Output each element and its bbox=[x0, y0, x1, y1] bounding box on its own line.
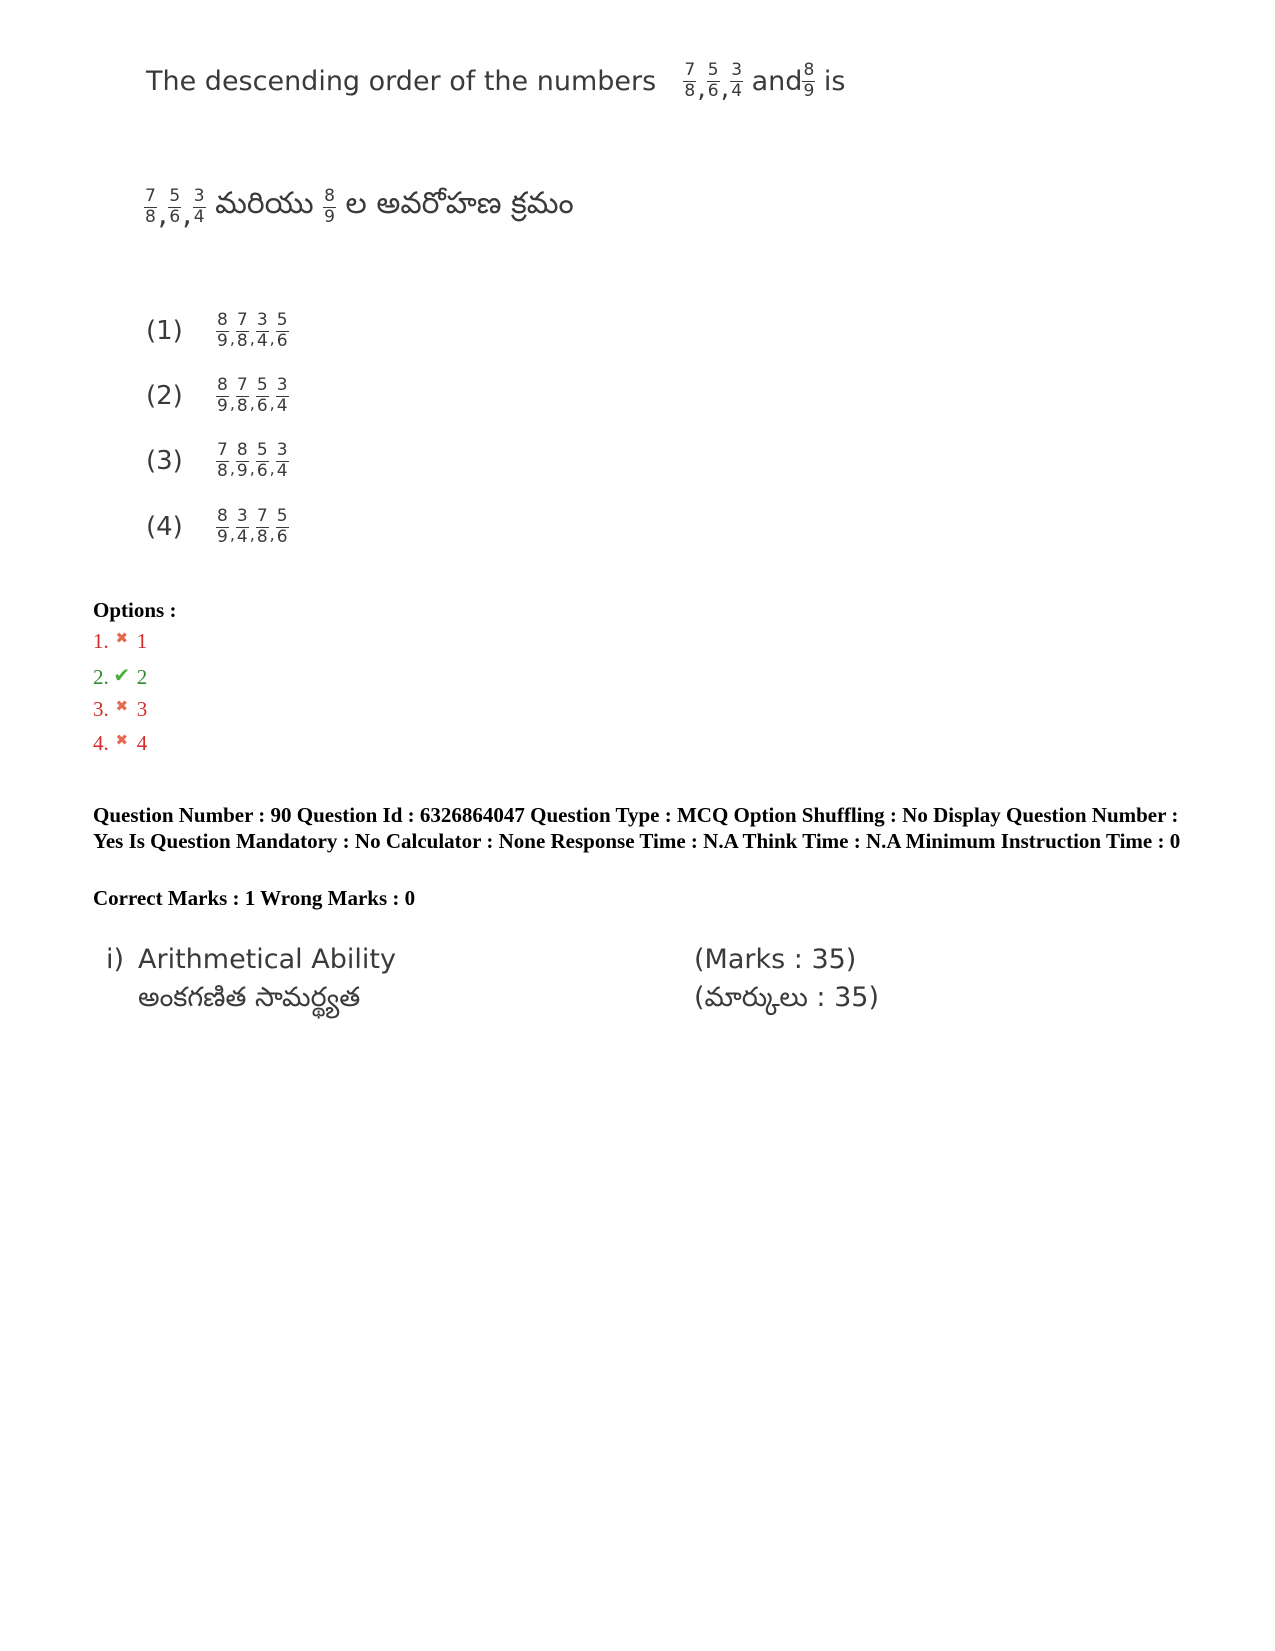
fraction: $\frac{8}{9}$ bbox=[217, 506, 228, 547]
choice-label: (2) bbox=[146, 381, 183, 412]
fraction: $\frac{7}{8}$ bbox=[236, 375, 248, 416]
fraction: $\frac{5}{6}$ bbox=[169, 185, 181, 227]
choice-4: (4) $\frac{8}{9}$ , $\frac{3}{4}$ , $\frac{7}{8}$ , $\frac{5}{6}$ bbox=[146, 506, 288, 547]
question-text-english: The descending order of the numbers $\frac{7}{8}$ , $\frac{5}{6}$ , $\frac{3}{4}$ and $\frac{8}{9}$ is bbox=[146, 60, 846, 104]
question-details: Question Number : 90 Question Id : 6326864047 Question Type : MCQ Option Shuffling : No Display Question Number : Yes Is Question Mandatory : No Calculator : None Response Time : N.A Think Time : N.A Minimum Instruction Time : 0 bbox=[93, 803, 1181, 853]
fraction: $\frac{3}{4}$ bbox=[276, 375, 288, 416]
fraction: $\frac{3}{4}$ bbox=[256, 310, 268, 351]
fraction: $\frac{8}{9}$ bbox=[217, 375, 228, 416]
option-3 bbox=[93, 697, 147, 722]
choice-3: (3) $\frac{7}{8}$ , $\frac{8}{9}$ , $\frac{5}{6}$ , $\frac{3}{4}$ bbox=[146, 440, 288, 481]
and-word: and bbox=[751, 65, 803, 97]
option-1 bbox=[93, 629, 147, 654]
section-title-english: Arithmetical Ability bbox=[138, 944, 396, 975]
telugu-and-word: మరియు bbox=[215, 186, 314, 221]
fraction: $\frac{3}{4}$ bbox=[193, 185, 205, 227]
cross-icon: ✖ bbox=[115, 631, 129, 647]
cross-icon: ✖ bbox=[115, 733, 129, 749]
choice-label: (1) bbox=[146, 316, 183, 347]
fraction: $\frac{5}{6}$ bbox=[256, 375, 268, 416]
section-marks-english: (Marks : 35) bbox=[694, 944, 857, 975]
fraction: $\frac{5}{6}$ bbox=[256, 440, 268, 481]
fraction: $\frac{5}{6}$ bbox=[707, 60, 719, 101]
section-marks-telugu: (మార్కులు : 35) bbox=[694, 982, 879, 1013]
section-title-telugu: అంకగణిత సామర్థ్యత bbox=[138, 982, 361, 1013]
fraction: $\frac{8}{9}$ bbox=[236, 440, 248, 481]
fraction: $\frac{7}{8}$ bbox=[684, 60, 696, 101]
question-prefix: The descending order of the numbers bbox=[146, 65, 657, 97]
cross-icon: ✖ bbox=[115, 699, 129, 715]
telugu-suffix: ల అవరోహణ క్రమం bbox=[345, 186, 574, 221]
choice-1: (1) $\frac{8}{9}$ , $\frac{7}{8}$ , $\frac{3}{4}$ , $\frac{5}{6}$ bbox=[146, 310, 288, 351]
option-value: 4 bbox=[136, 731, 148, 755]
fraction: $\frac{8}{9}$ bbox=[217, 310, 228, 351]
fraction: $\frac{3}{4}$ bbox=[236, 506, 248, 547]
fraction: $\frac{7}{8}$ bbox=[256, 506, 268, 547]
option-number: 4. bbox=[93, 731, 109, 755]
fraction: $\frac{5}{6}$ bbox=[276, 506, 288, 547]
check-icon: ✔ bbox=[113, 665, 131, 687]
option-value: 1 bbox=[136, 629, 148, 653]
section-index: i) bbox=[106, 944, 125, 975]
choice-label: (4) bbox=[146, 512, 183, 543]
fraction: $\frac{7}{8}$ bbox=[236, 310, 248, 351]
fraction: $\frac{3}{4}$ bbox=[731, 60, 743, 101]
option-value: 3 bbox=[136, 697, 148, 721]
option-4 bbox=[93, 731, 147, 756]
option-number: 3. bbox=[93, 697, 109, 721]
options-heading: Options : bbox=[93, 598, 177, 622]
question-suffix: is bbox=[823, 65, 846, 97]
fraction: $\frac{5}{6}$ bbox=[276, 310, 288, 351]
fraction: $\frac{3}{4}$ bbox=[276, 440, 288, 481]
question-text-telugu: $\frac{7}{8}$ , $\frac{5}{6}$ , $\frac{3}{4}$ మరియు $\frac{8}{9}$ ల అవరోహణ క్రమం bbox=[145, 185, 574, 232]
option-number: 1. bbox=[93, 629, 109, 653]
fraction: $\frac{7}{8}$ bbox=[217, 440, 228, 481]
fraction: $\frac{8}{9}$ bbox=[803, 60, 815, 101]
option-number: 2. bbox=[93, 665, 109, 689]
option-2 bbox=[93, 663, 147, 690]
fraction: $\frac{7}{8}$ bbox=[145, 185, 156, 227]
choice-label: (3) bbox=[146, 446, 183, 477]
option-value: 2 bbox=[136, 665, 148, 689]
choice-2: (2) $\frac{8}{9}$ , $\frac{7}{8}$ , $\frac{5}{6}$ , $\frac{3}{4}$ bbox=[146, 375, 288, 416]
fraction: $\frac{8}{9}$ bbox=[324, 185, 335, 227]
marks-info: Correct Marks : 1 Wrong Marks : 0 bbox=[93, 886, 416, 910]
